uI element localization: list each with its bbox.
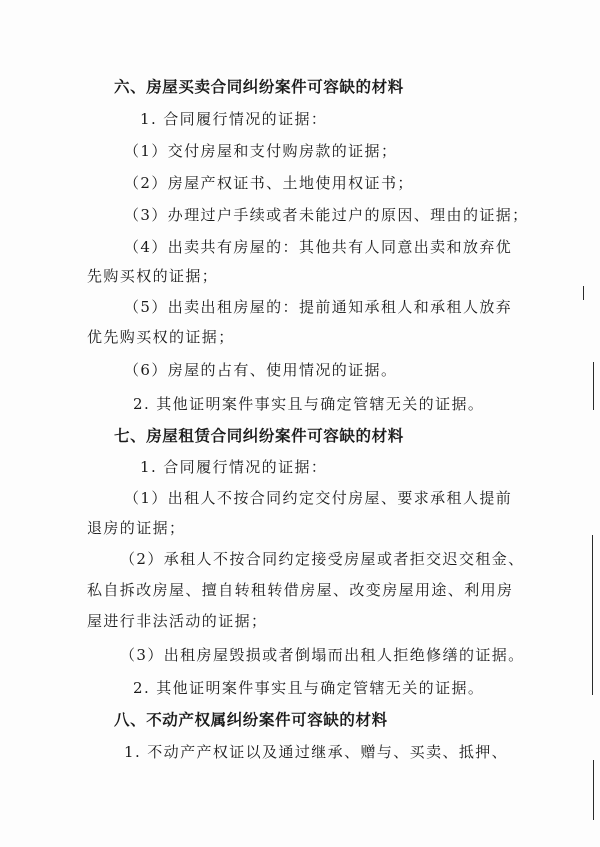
scan-edge-mark [592,535,593,695]
section-6-sub-1: （1）交付房屋和支付购房款的证据； [124,142,398,160]
section-7-item-1: 1. 合同履行情况的证据： [140,458,328,476]
section-6-sub-2: （2）房屋产权证书、土地使用权证书； [124,174,414,192]
section-7-heading: 七、房屋租赁合同纠纷案件可容缺的材料 [114,427,404,445]
section-8-heading: 八、不动产权属纠纷案件可容缺的材料 [114,711,388,729]
section-6-sub-6: （6）房屋的占有、使用情况的证据。 [124,361,398,379]
section-7-sub-2-line-3: 屋进行非法活动的证据； [87,612,268,630]
section-6-sub-3: （3）办理过户手续或者未能过户的原因、理由的证据； [124,206,529,224]
scan-edge-mark [593,760,594,820]
section-7-sub-3: （3）出租房屋毁损或者倒塌而出租人拒绝修缮的证据。 [120,646,525,664]
section-6-sub-4-line-2: 先购买权的证据； [87,267,219,285]
section-7-sub-2-line-1: （2）承租人不按合同约定接受房屋或者拒交迟交租金、 [120,550,525,568]
section-7-sub-1-line-2: 退房的证据； [87,519,186,537]
section-7-item-2: 2. 其他证明案件事实且与确定管辖无关的证据。 [133,679,485,697]
scan-edge-mark [593,362,594,410]
section-6-sub-5-line-1: （5）出卖出租房屋的：提前通知承租人和承租人放弃 [124,298,513,316]
section-7-sub-2-line-2: 私自拆改房屋、擅自转租转借房屋、改变房屋用途、利用房 [87,581,514,599]
section-6-item-1: 1. 合同履行情况的证据： [140,110,328,128]
section-6-item-2: 2. 其他证明案件事实且与确定管辖无关的证据。 [133,395,485,413]
section-7-sub-1-line-1: （1）出租人不按合同约定交付房屋、要求承租人提前 [124,489,513,507]
section-8-item-1-line-1: 1. 不动产产权证以及通过继承、赠与、买卖、抵押、 [124,743,509,761]
section-6-heading: 六、房屋买卖合同纠纷案件可容缺的材料 [114,78,404,96]
section-6-sub-4-line-1: （4）出卖共有房屋的：其他共有人同意出卖和放弃优 [124,238,513,256]
scan-edge-mark [583,286,584,300]
section-6-sub-5-line-2: 优先购买权的证据； [87,328,235,346]
